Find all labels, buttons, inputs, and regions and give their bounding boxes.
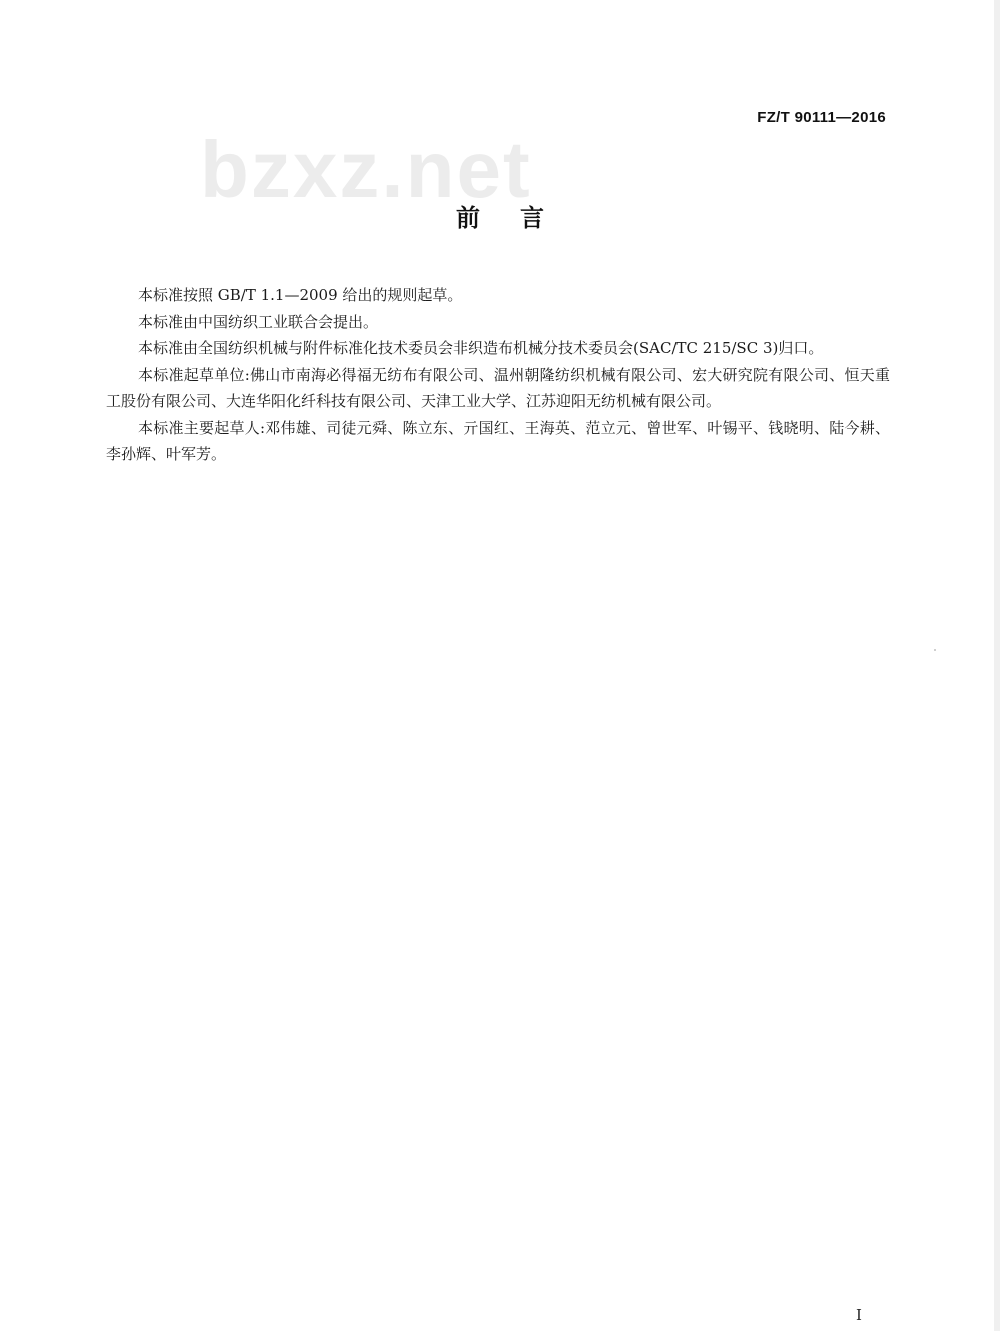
paragraph-centralized-unit: 本标准由全国纺织机械与附件标准化技术委员会非织造布机械分技术委员会(SAC/TC 215/SC 3)归口。 bbox=[138, 339, 824, 357]
paragraph-drafting-rules: 本标准按照 GB/T 1.1—2009 给出的规则起草。 bbox=[138, 286, 463, 304]
paragraph-drafting-units: 本标准起草单位:佛山市南海必得福无纺布有限公司、温州朝隆纺织机械有限公司、宏大研究院有限公司、恒天重工股份有限公司、大连华阳化纤科技有限公司、天津工业大学、江苏迎阳无纺机械有限公司。 bbox=[106, 365, 890, 410]
foreword-body bbox=[106, 282, 890, 468]
watermark: bzxz.net bbox=[200, 125, 532, 214]
paragraph-drafters: 本标准主要起草人:邓伟雄、司徒元舜、陈立东、亓国红、王海英、范立元、曾世军、叶锡平、钱晓明、陆今耕、李孙辉、叶军芳。 bbox=[106, 418, 890, 463]
scan-speck bbox=[934, 649, 936, 651]
paragraph-proposer: 本标准由中国纺织工业联合会提出。 bbox=[138, 312, 379, 331]
standard-number: FZ/T 90111—2016 bbox=[757, 109, 886, 126]
page-title: 前言 bbox=[456, 204, 584, 232]
page-number: I bbox=[856, 1306, 862, 1324]
